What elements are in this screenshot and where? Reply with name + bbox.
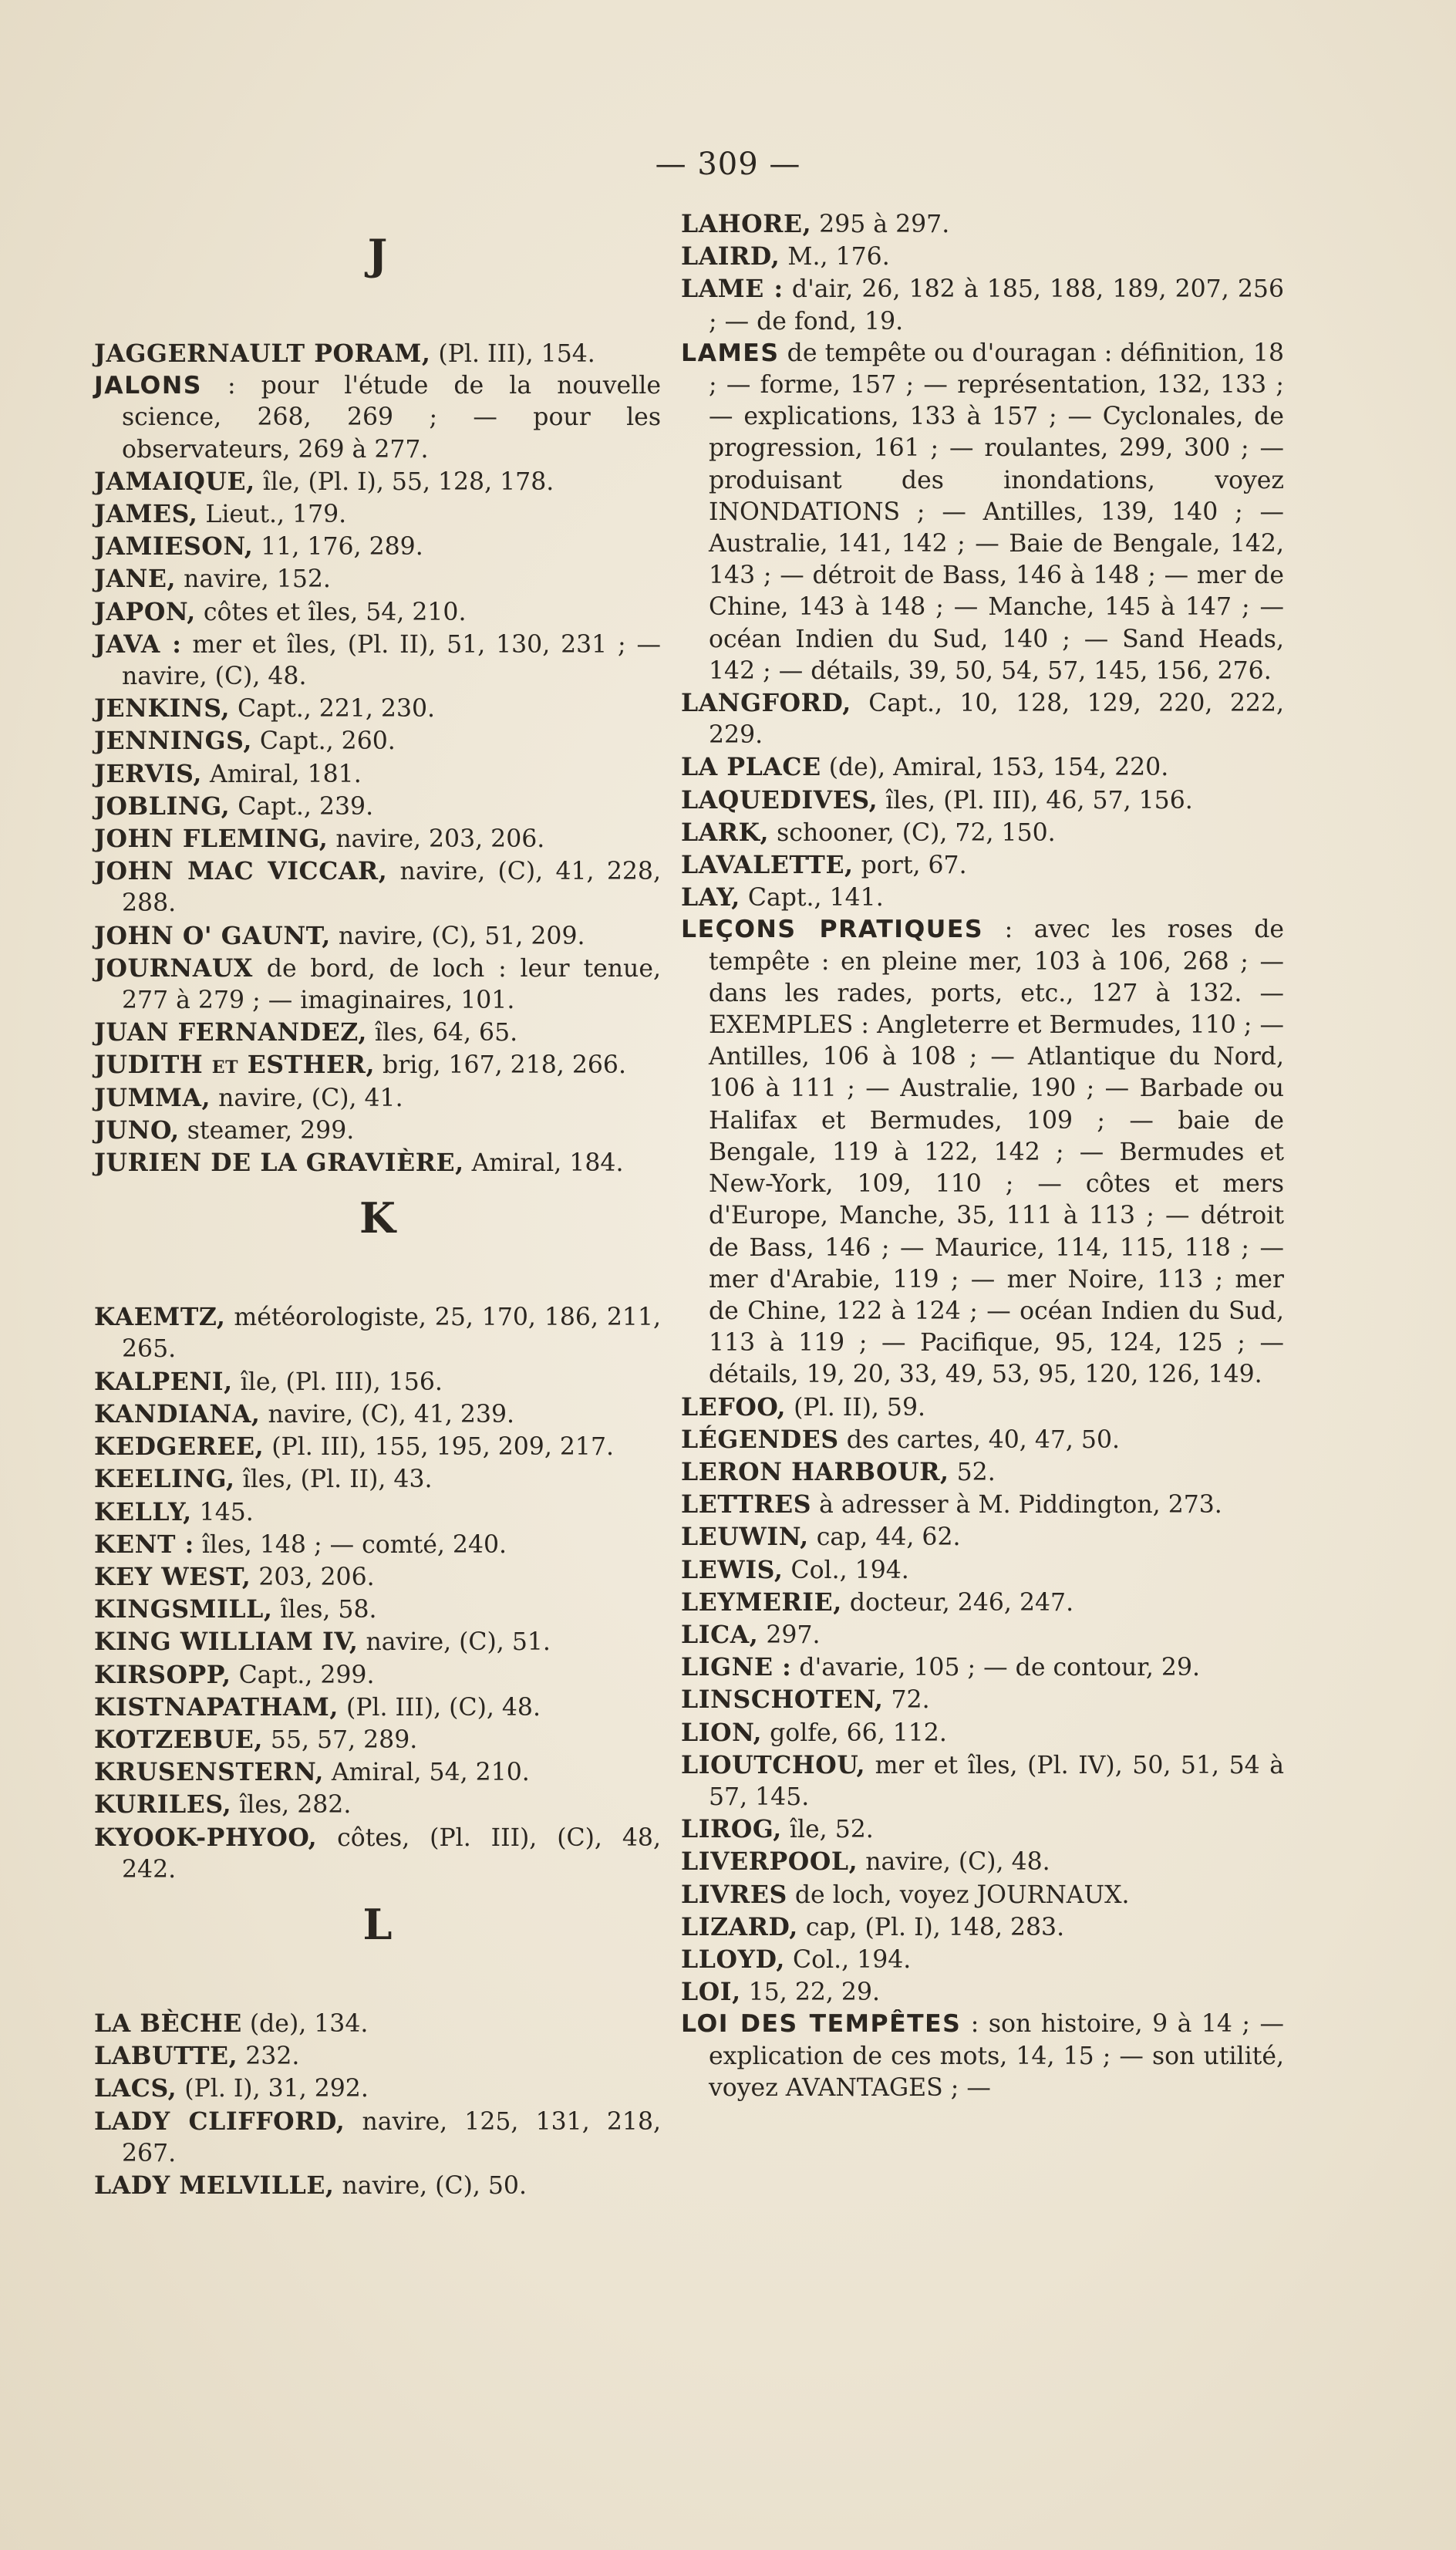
entry-references: (Pl. I), 31, 292. — [177, 2075, 369, 2103]
index-entry — [94, 1594, 661, 1626]
entry-references: 232. — [238, 2042, 300, 2071]
entry-headword: LAY, — [681, 883, 740, 912]
entry-headword: KEELING, — [94, 1465, 235, 1494]
index-entry — [681, 1717, 1284, 1749]
index-entry — [94, 466, 661, 498]
entry-headword: JURIEN DE LA GRAVIÈRE, — [94, 1149, 464, 1178]
entry-headword: JOURNAUX — [94, 953, 253, 983]
entry-references: îles, (Pl. II), 43. — [234, 1466, 433, 1494]
index-entry — [94, 1561, 661, 1594]
entry-references: Capt., 239. — [230, 792, 374, 821]
entry-headword: LEYMERIE, — [681, 1587, 842, 1617]
entry-references: navire, 203, 206. — [328, 825, 545, 854]
entry-references: (Pl. III), 154. — [430, 340, 595, 368]
entry-references: mer et îles, (Pl. II), 51, 130, 231 ; — navire, (C), 48. — [122, 630, 661, 691]
index-entry — [681, 1489, 1284, 1521]
index-entry — [94, 758, 661, 791]
entry-references: 52. — [949, 1458, 996, 1486]
entry-headword: LABUTTE, — [94, 2042, 238, 2071]
entry-headword: JUDITH et ESTHER, — [94, 1051, 376, 1080]
entry-headword: LEUWIN, — [681, 1523, 809, 1552]
entry-references: côtes et îles, 54, 210. — [195, 598, 467, 626]
entry-headword: LETTRES — [681, 1490, 812, 1520]
entry-headword: LICA, — [681, 1620, 759, 1649]
entry-references: navire, (C), 41, 228, 288. — [122, 858, 661, 918]
entry-headword: KISTNAPATHAM, — [94, 1692, 339, 1722]
index-entry — [94, 1147, 661, 1179]
entry-headword: LERON HARBOUR, — [681, 1457, 949, 1486]
entry-headword: JENNINGS, — [94, 727, 252, 756]
section-letter: K — [359, 1193, 396, 1243]
entry-headword: LEFOO, — [681, 1392, 787, 1422]
index-entry — [94, 370, 661, 466]
index-entry — [681, 882, 1284, 914]
entry-headword: LION, — [681, 1718, 763, 1747]
entry-headword: LAIRD, — [681, 242, 780, 272]
entry-references: schooner, (C), 72, 150. — [769, 818, 1056, 847]
entry-references: 203, 206. — [251, 1563, 375, 1591]
index-entry — [94, 791, 661, 823]
index-entry — [94, 1659, 661, 1692]
entry-references: îles, 148 ; — comté, 240. — [194, 1530, 507, 1559]
entry-references: Amiral, 184. — [463, 1149, 624, 1178]
index-entry — [681, 1424, 1284, 1456]
entry-references: navire, (C), 51. — [358, 1628, 551, 1657]
entry-headword: JALONS — [94, 372, 202, 400]
entry-references: : avec les roses de tempête : en pleine mer, 103 à 106, 268 ; — dans les rades, ports, etc., 127 à 132. — EXEMPLES : Angleterre et Bermudes, 110 ; — Antilles, 106 à 108 ; — Atlantique du Nord, 106 à 111 ; — Australie, 190 ; — Barbade ou Halifax et Bermudes, 109 ; — baie de Bengale, 119 à 122, 142 ; — Bermudes et New-York, 109, 110 ; — côtes et mers d'Europe, Manche, 35, 111 à 113 ; — détroit de Bass, 146 ; — Maurice, 114, 115, 118 ; — mer d'Arabie, 119 ; — mer Noire, 113 ; mer de Chine, 122 à 124 ; — océan Indien du Sud, 113 à 119 ; — Pacifique, 95, 124, 125 ; — détails, 19, 20, 33, 49, 53, 95, 120, 126, 149. — [709, 916, 1285, 1389]
entry-references: de tempête ou d'ouragan : définition, 18 ; — forme, 157 ; — représentation, 132, 133 ; — explications, 133 à 157 ; — Cyclonales, de progression, 161 ; — roulantes, 299, 300 ; — produisant des inondations, voyez INONDATIONS ; — Antilles, 139, 140 ; — Australie, 141, 142 ; — Baie de Bengale, 142, 143 ; — détroit de Bass, 146 à 148 ; — mer de Chine, 143 à 148 ; — Manche, 145 à 147 ; — océan Indien du Sud, 140 ; — Sand Heads, 142 ; — détails, 39, 50, 54, 57, 145, 156, 276. — [709, 339, 1284, 685]
entry-headword: KRUSENSTERN, — [94, 1758, 324, 1787]
entry-headword: LEÇONS PRATIQUES — [681, 916, 984, 944]
entry-headword: KOTZEBUE, — [94, 1725, 263, 1754]
entry-references: météorologiste, 25, 170, 186, 211, 265. — [122, 1304, 661, 1364]
index-entry — [94, 1529, 661, 1561]
entry-headword: JAMIESON, — [94, 532, 254, 562]
entry-references: 145. — [191, 1498, 254, 1526]
entry-references: (Pl. II), 59. — [786, 1393, 926, 1422]
index-entry — [681, 817, 1284, 849]
index-entry — [94, 1049, 661, 1081]
entry-headword: LA BÈCHE — [94, 2009, 242, 2038]
entry-references: cap, (Pl. I), 148, 283. — [797, 1913, 1065, 1941]
index-entry — [681, 208, 1284, 241]
entry-headword: LAHORE, — [681, 210, 812, 238]
entry-references: 55, 57, 289. — [262, 1725, 418, 1754]
entry-references: (Pl. III), 155, 195, 209, 217. — [264, 1433, 615, 1462]
index-entry — [681, 751, 1284, 784]
index-entry — [94, 1756, 661, 1789]
right-column — [681, 208, 1284, 2104]
index-entry — [94, 1626, 661, 1658]
index-entry — [94, 563, 661, 595]
index-entry — [94, 1082, 661, 1115]
entry-references: steamer, 299. — [179, 1116, 355, 1145]
index-entry — [681, 273, 1284, 337]
entry-headword: KAEMTZ, — [94, 1303, 226, 1332]
index-entry — [681, 1456, 1284, 1489]
entry-headword: LIVERPOOL, — [681, 1847, 858, 1877]
entry-headword: JAMES, — [94, 500, 198, 529]
index-entry — [681, 1684, 1284, 1716]
entry-headword: LIGNE : — [681, 1653, 792, 1682]
entry-references: Capt., 221, 230. — [230, 695, 436, 724]
index-entry — [681, 1879, 1284, 1911]
entry-references: Amiral, 54, 210. — [323, 1759, 530, 1787]
entry-references: Amiral, 181. — [201, 760, 362, 788]
entry-headword: KEY WEST, — [94, 1562, 251, 1591]
entry-references: Capt., 260. — [251, 727, 396, 756]
entry-references: : son histoire, 9 à 14 ; — explication de ces mots, 14, 15 ; — son utilité, voyez AVANTAGES ; — — [709, 2010, 1284, 2102]
index-entry — [94, 531, 661, 563]
entry-references: île, (Pl. I), 55, 128, 178. — [254, 467, 554, 496]
index-entry — [681, 1587, 1284, 1619]
entry-references: port, 67. — [853, 852, 967, 880]
entry-references: Capt., 141. — [740, 884, 884, 912]
index-entry — [681, 1651, 1284, 1684]
index-entry — [94, 1366, 661, 1398]
index-entry — [94, 855, 661, 919]
index-entry — [94, 2073, 661, 2105]
index-entry — [94, 725, 661, 757]
entry-references: d'air, 26, 182 à 185, 188, 189, 207, 256 ; — de fond, 19. — [709, 275, 1284, 336]
index-entry — [94, 2106, 661, 2170]
index-entry — [681, 1813, 1284, 1846]
entry-headword: JUNO, — [94, 1115, 180, 1145]
index-entry — [681, 1846, 1284, 1878]
entry-references: 295 à 297. — [811, 211, 950, 238]
entry-references: côtes, (Pl. III), (C), 48, 242. — [122, 1823, 661, 1884]
entry-references: île, (Pl. III), 156. — [232, 1368, 443, 1396]
entry-references: 11, 176, 289. — [253, 533, 423, 562]
entry-references: d'avarie, 105 ; — de contour, 29. — [791, 1654, 1200, 1682]
entry-headword: KING WILLIAM IV, — [94, 1627, 359, 1657]
entry-headword: JUAN FERNANDEZ, — [94, 1018, 367, 1047]
index-entry — [94, 629, 661, 693]
entry-headword: LADY CLIFFORD, — [94, 2106, 345, 2136]
index-entry — [94, 2008, 661, 2040]
entry-references: de bord, de loch : leur tenue, 277 à 279 ; — imaginaires, 101. — [122, 954, 661, 1015]
index-entry — [681, 1391, 1284, 1424]
entry-references: cap, 44, 62. — [808, 1523, 961, 1552]
index-entry — [94, 1431, 661, 1463]
entry-references: îles, 58. — [272, 1596, 377, 1624]
index-entry — [681, 1521, 1284, 1553]
entry-headword: JUMMA, — [94, 1083, 211, 1112]
entry-references: à adresser à M. Piddington, 273. — [811, 1491, 1222, 1520]
left-column — [94, 208, 661, 2202]
entry-headword: KYOOK-PHYOO, — [94, 1823, 318, 1852]
entry-headword: KANDIANA, — [94, 1399, 261, 1428]
entry-references: Capt., 299. — [231, 1661, 375, 1689]
entry-references: navire, (C), 41, 239. — [260, 1400, 515, 1428]
entry-references: îles, 64, 65. — [366, 1019, 518, 1047]
entry-references: 297. — [758, 1621, 821, 1649]
entry-headword: LOI DES TEMPÊTES — [681, 2010, 962, 2039]
entry-references: îles, 282. — [231, 1791, 352, 1820]
entry-headword: LIVRES — [681, 1880, 787, 1909]
entry-headword: JOHN O' GAUNT, — [94, 921, 331, 950]
index-entry — [681, 687, 1284, 751]
page-number: — 309 — — [655, 147, 801, 182]
index-entry — [681, 1619, 1284, 1651]
entry-references: navire, (C), 48. — [858, 1848, 1050, 1877]
entry-headword: KALPENI, — [94, 1367, 233, 1396]
entry-references: navire, 152. — [176, 565, 331, 594]
entry-headword: LAME : — [681, 275, 784, 304]
entry-headword: JOHN MAC VICCAR, — [94, 857, 388, 886]
entry-references: Capt., 10, 128, 129, 220, 222, 229. — [709, 690, 1284, 750]
entry-headword: KEDGEREE, — [94, 1432, 265, 1462]
index-entry — [94, 1496, 661, 1529]
index-entry — [681, 784, 1284, 817]
entry-references: : pour l'étude de la nouvelle science, 268, 269 ; — pour les observateurs, 269 à 277. — [122, 372, 661, 464]
entry-headword: LA PLACE — [681, 753, 821, 782]
entry-references: îles, (Pl. III), 46, 57, 156. — [878, 786, 1193, 815]
entry-references: navire, (C), 50. — [334, 2171, 527, 2200]
section-letter: L — [362, 1899, 393, 1949]
section-letter: J — [367, 230, 388, 279]
entry-references: 15, 22, 29. — [740, 1978, 881, 2007]
entry-headword: LANGFORD, — [681, 689, 851, 718]
entry-headword: KIRSOPP, — [94, 1660, 231, 1689]
index-entry — [94, 2040, 661, 2073]
index-entry — [681, 338, 1284, 687]
index-entry — [681, 1749, 1284, 1813]
entry-references: Col., 194. — [784, 1945, 912, 1974]
entry-headword: KURILES, — [94, 1790, 232, 1820]
index-entry — [94, 920, 661, 953]
entry-headword: KINGSMILL, — [94, 1595, 273, 1624]
index-entry — [94, 2170, 661, 2202]
entry-references: navire, (C), 51, 209. — [330, 922, 585, 950]
index-entry — [681, 914, 1284, 1391]
entry-headword: LIROG, — [681, 1815, 782, 1844]
index-entry — [681, 2009, 1284, 2104]
entry-references: île, 52. — [781, 1816, 874, 1844]
entry-references: golfe, 66, 112. — [762, 1719, 947, 1747]
entry-references: (Pl. III), (C), 48. — [338, 1693, 541, 1722]
entry-headword: JAVA : — [94, 629, 182, 659]
entry-headword: JAMAIQUE, — [94, 467, 255, 496]
entry-headword: JERVIS, — [94, 759, 202, 788]
entry-headword: JOBLING, — [94, 791, 231, 821]
index-entry — [94, 953, 661, 1017]
entry-references: mer et îles, (Pl. IV), 50, 51, 54 à 57, 145. — [709, 1751, 1284, 1811]
entry-headword: LINSCHOTEN, — [681, 1685, 884, 1715]
entry-headword: LAQUEDIVES, — [681, 785, 878, 815]
entry-references: des cartes, 40, 47, 50. — [838, 1425, 1121, 1454]
entry-references: brig, 167, 218, 266. — [375, 1051, 626, 1080]
index-entry — [94, 693, 661, 725]
entry-headword: LEWIS, — [681, 1555, 784, 1584]
entry-references: (de), 134. — [241, 2009, 369, 2038]
index-entry — [94, 1398, 661, 1431]
index-entry — [94, 1301, 661, 1365]
entry-headword: JOHN FLEMING, — [94, 825, 329, 854]
entry-headword: JAPON, — [94, 597, 196, 626]
index-entry — [94, 1822, 661, 1886]
entry-headword: LAMES — [681, 339, 780, 367]
entry-headword: LOI, — [681, 1978, 741, 2007]
entry-headword: LAVALETTE, — [681, 851, 854, 880]
index-entry — [681, 1944, 1284, 1976]
index-entry — [94, 596, 661, 629]
index-entry — [681, 241, 1284, 273]
index-entry — [94, 823, 661, 855]
entry-references: Lieut., 179. — [197, 501, 347, 529]
index-entry — [94, 1463, 661, 1496]
index-entry — [681, 1976, 1284, 2009]
entry-headword: LÉGENDES — [681, 1425, 839, 1454]
index-entry — [94, 1789, 661, 1821]
index-entry — [94, 1692, 661, 1724]
index-entry — [94, 338, 661, 370]
entry-headword: KELLY, — [94, 1497, 192, 1526]
entry-references: docteur, 246, 247. — [841, 1588, 1074, 1617]
entry-headword: JANE, — [94, 565, 177, 594]
entry-headword: LADY MELVILLE, — [94, 2171, 335, 2200]
entry-headword: LIZARD, — [681, 1912, 798, 1941]
entry-headword: KENT : — [94, 1530, 194, 1559]
index-entry — [94, 1724, 661, 1756]
index-entry — [681, 849, 1284, 882]
entry-references: Col., 194. — [783, 1556, 909, 1584]
entry-references: M., 176. — [780, 243, 890, 272]
index-entry — [681, 1911, 1284, 1944]
entry-headword: JAGGERNAULT PORAM, — [94, 339, 431, 368]
entry-headword: LLOYD, — [681, 1945, 785, 1974]
entry-headword: LIOUTCHOU, — [681, 1750, 866, 1779]
entry-references: (de), Amiral, 153, 154, 220. — [821, 754, 1169, 782]
index-entry — [681, 1554, 1284, 1587]
entry-references: 72. — [883, 1686, 930, 1715]
index-entry — [94, 1115, 661, 1147]
entry-references: de loch, voyez JOURNAUX. — [787, 1880, 1130, 1909]
entry-references: navire, 125, 131, 218, 267. — [122, 2107, 661, 2167]
entry-headword: JENKINS, — [94, 694, 231, 724]
index-entry — [94, 498, 661, 531]
entry-headword: LACS, — [94, 2074, 177, 2103]
entry-references: navire, (C), 41. — [211, 1084, 403, 1112]
entry-headword: LARK, — [681, 818, 770, 847]
index-entry — [94, 1017, 661, 1049]
